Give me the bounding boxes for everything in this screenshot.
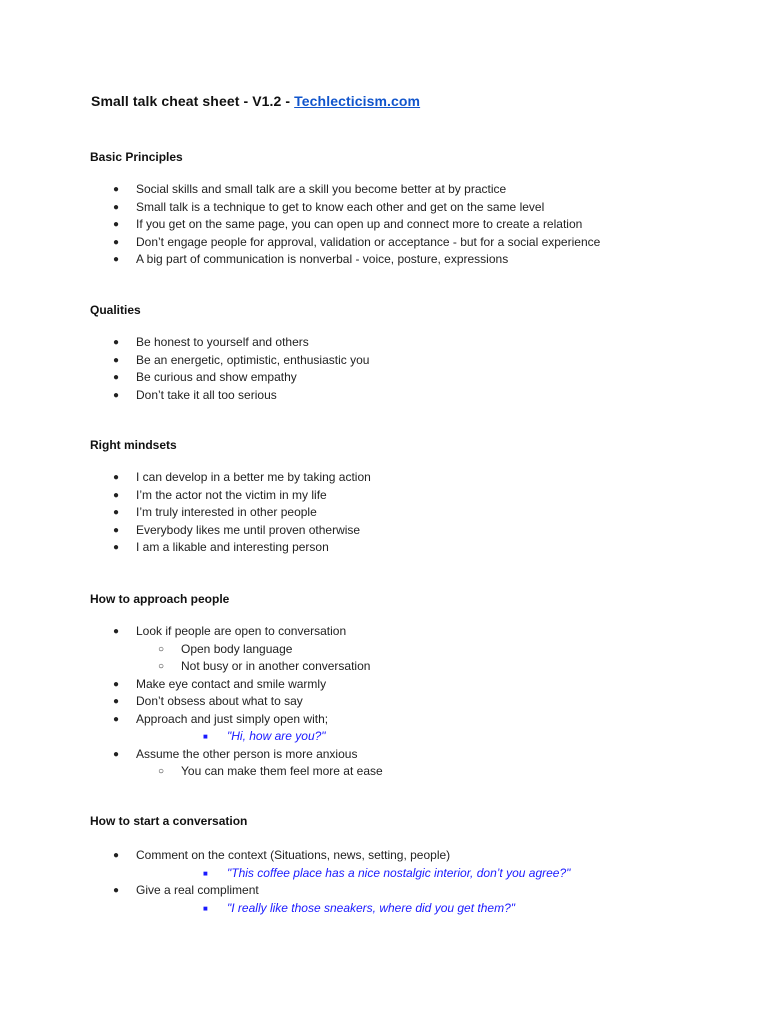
list-item-text: I am a likable and interesting person <box>136 540 329 554</box>
list-item <box>90 522 371 540</box>
list-item-text: Make eye contact and smile warmly <box>136 676 327 691</box>
bullet-list <box>90 847 570 917</box>
sub-list-item <box>90 658 383 676</box>
quote-item <box>90 865 570 883</box>
sub-list-item-text: Open body language <box>181 641 293 656</box>
bullet-dot-icon: ● <box>113 748 120 760</box>
list-item-text: I’m the actor not the victim in my life <box>136 487 327 502</box>
list-item-text: Be curious and show empathy <box>136 370 297 384</box>
list-item <box>90 487 371 505</box>
bullet-list <box>90 181 600 269</box>
list-item <box>90 234 600 252</box>
bullet-square-icon: ■ <box>203 868 208 878</box>
bullet-dot-icon: ● <box>113 236 120 248</box>
list-item-text: Comment on the context (Situations, news, setting, people) <box>136 848 451 862</box>
bullet-circle-icon: ○ <box>158 661 165 672</box>
section-right-mindsets <box>90 438 371 557</box>
bullet-dot-icon: ● <box>113 219 120 230</box>
section-start-conversation <box>90 814 570 917</box>
list-item <box>90 216 600 234</box>
sub-list-item <box>90 763 383 781</box>
document-title <box>91 93 420 109</box>
list-item <box>90 369 369 387</box>
bullet-dot-icon: ● <box>113 337 120 348</box>
bullet-square-icon: ■ <box>203 903 208 913</box>
quote-text: "This coffee place has a nice nostalgic interior, don’t you agree?" <box>227 865 571 880</box>
list-item <box>90 882 570 900</box>
quote-item <box>90 728 383 746</box>
section-qualities <box>90 303 369 404</box>
list-item-text: Look if people are open to conversation <box>136 624 347 638</box>
list-item <box>90 387 369 405</box>
list-item-text: Approach and just simply open with; <box>136 711 329 726</box>
list-item <box>90 251 600 269</box>
list-item <box>90 504 371 522</box>
section-approach-people <box>90 592 383 781</box>
bullet-list <box>90 334 369 404</box>
section-heading: Qualities <box>90 303 141 317</box>
bullet-dot-icon: ● <box>113 372 120 383</box>
bullet-dot-icon: ● <box>113 201 120 213</box>
list-item <box>90 746 383 764</box>
sub-list-item <box>90 641 383 659</box>
list-item-text: Don’t obsess about what to say <box>136 694 303 708</box>
sub-list-item-text: Not busy or in another conversation <box>181 659 371 673</box>
bullet-dot-icon: ● <box>113 696 120 707</box>
bullet-dot-icon: ● <box>113 354 120 366</box>
bullet-dot-icon: ● <box>113 626 120 637</box>
quote-text: "I really like those sneakers, where did you get them?" <box>227 900 515 915</box>
bullet-dot-icon: ● <box>113 389 120 401</box>
list-item-text: Social skills and small talk are a skill you become better at by practice <box>136 182 507 196</box>
list-item <box>90 693 383 711</box>
bullet-dot-icon: ● <box>113 850 120 861</box>
bullet-list <box>90 623 383 781</box>
bullet-dot-icon: ● <box>113 184 120 195</box>
section-heading: Right mindsets <box>90 438 177 452</box>
quote-text: "Hi, how are you?" <box>227 729 326 743</box>
bullet-dot-icon: ● <box>113 542 120 553</box>
list-item-text: I can develop in a better me by taking action <box>136 470 371 484</box>
list-item-text: Don’t take it all too serious <box>136 387 277 402</box>
bullet-circle-icon: ○ <box>158 766 165 777</box>
list-item-text: A big part of communication is nonverbal - voice, posture, expressions <box>136 252 509 266</box>
bullet-dot-icon: ● <box>113 524 120 536</box>
title-text: Small talk cheat sheet - V1.2 - <box>91 93 295 109</box>
list-item-text: Assume the other person is more anxious <box>136 746 358 761</box>
title-link[interactable]: Techlecticism.com <box>294 93 421 109</box>
bullet-dot-icon: ● <box>113 678 120 690</box>
section-heading: How to start a conversation <box>90 814 248 828</box>
bullet-dot-icon: ● <box>113 885 120 896</box>
list-item-text: Everybody likes me until proven otherwise <box>136 522 361 537</box>
list-item <box>90 711 383 729</box>
section-heading: How to approach people <box>90 592 230 606</box>
list-item <box>90 469 371 487</box>
list-item <box>90 181 600 199</box>
list-item-text: Be honest to yourself and others <box>136 335 309 349</box>
list-item <box>90 847 570 865</box>
bullet-dot-icon: ● <box>113 472 120 483</box>
list-item-text: Don’t engage people for approval, validation or acceptance - but for a social experience <box>136 234 601 249</box>
list-item <box>90 199 600 217</box>
list-item-text: Be an energetic, optimistic, enthusiastic you <box>136 352 370 367</box>
list-item <box>90 334 369 352</box>
bullet-circle-icon: ○ <box>158 643 165 655</box>
section-heading: Basic Principles <box>90 150 183 164</box>
list-item <box>90 352 369 370</box>
bullet-dot-icon: ● <box>113 489 120 501</box>
bullet-list <box>90 469 371 557</box>
quote-item <box>90 900 570 918</box>
bullet-square-icon: ■ <box>203 732 208 741</box>
sub-list-item-text: You can make them feel more at ease <box>181 764 383 778</box>
list-item-text: Small talk is a technique to get to know each other and get on the same level <box>136 199 545 214</box>
list-item <box>90 539 371 557</box>
bullet-dot-icon: ● <box>113 507 120 518</box>
bullet-dot-icon: ● <box>113 254 120 265</box>
list-item-text: I’m truly interested in other people <box>136 505 317 519</box>
list-item-text: Give a real compliment <box>136 883 259 897</box>
section-basic-principles <box>90 150 600 269</box>
list-item <box>90 623 383 641</box>
bullet-dot-icon: ● <box>113 713 120 725</box>
list-item <box>90 676 383 694</box>
list-item-text: If you get on the same page, you can open up and connect more to create a relation <box>136 217 583 231</box>
